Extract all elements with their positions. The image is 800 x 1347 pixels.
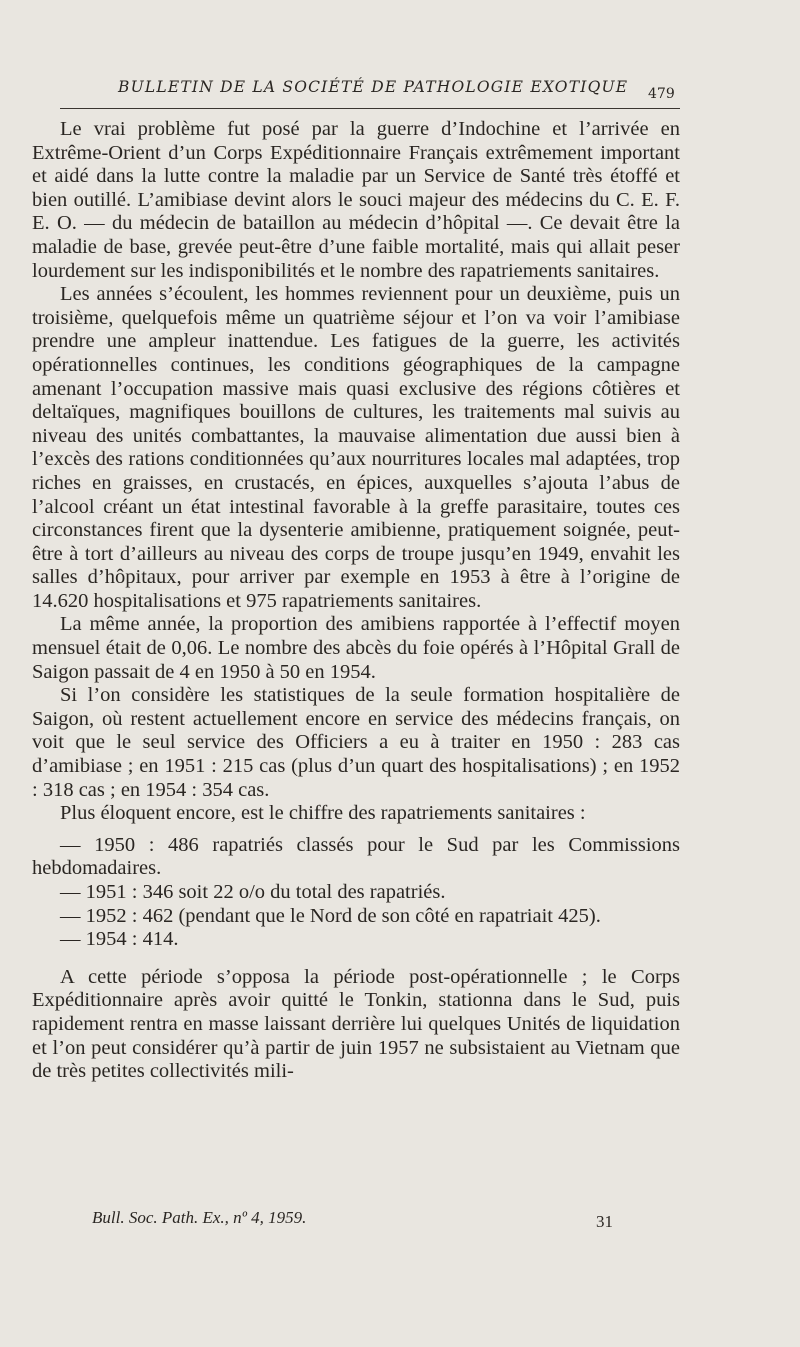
paragraph-2: Les années s’écoulent, les hommes reviennent pour un deuxième, puis un troisième, quelquefois même un quatrième séjour et l’on va voir l’amibiase prendre une ampleur inattendue. Les fatigues de la guerre, les activités opérationnelles continues, les conditions géographiques de la campagne amenant l’occupation massive mais quasi exclusive des régions côtières et deltaïques, magnifiques bouillons de cultures, les traitements mal suivis au niveau des unités combattantes, la mauvaise alimentation due aussi bien à l’excès des rations conditionnées qu’aux nourritures locales mal adaptées, trop riches en graisses, en crustacés, en épices, auxquelles s’ajouta l’abus de l’alcool créant un état intestinal favorable à la greffe parasitaire, toutes ces circonstances firent que la dysenterie amibienne, pratiquement soignée, peut-être à tort d’ailleurs au niveau des corps de troupe jusqu’en 1949, envahit les salles d’hôpitaux, pour arriver par exemple en 1953 à être à l’origine de 14.620 hospitalisations et 975 rapatriements sanitaires.: [32, 283, 680, 612]
sheet-number: 31: [596, 1212, 613, 1231]
header-rule: [60, 108, 680, 109]
paragraph-6: A cette période s’opposa la période post-opérationnelle ; le Corps Expéditionnaire après avoir quitté le Tonkin, stationna dans le Sud, puis rapidement rentra en masse laissant derrière lui quelques Unités de liquidation et l’on peut considérer qu’à partir de juin 1957 ne subsistaient au Vietnam que de très petites collectivités mili-: [32, 965, 680, 1083]
article-body: [32, 118, 680, 1084]
paragraph-4: Si l’on considère les statistiques de la seule formation hospitalière de Saigon, où restent actuellement encore en service des médecins français, on voit que le seul service des Officiers a eu à traiter en 1950 : 283 cas d’amibiase ; en 1951 : 215 cas (plus d’un quart des hospitalisations) ; en 1952 : 318 cas ; en 1954 : 354 cas.: [32, 684, 680, 801]
list-item: — 1952 : 462 (pendant que le Nord de son côté en rapatriait 425).: [60, 904, 601, 927]
journal-title: BULLETIN DE LA SOCIÉTÉ DE PATHOLOGIE EXOTIQUE: [118, 78, 629, 96]
list-item: — 1954 : 414.: [60, 928, 179, 951]
list-item: — 1950 : 486 rapatriés classés pour le Sud par les Commissions hebdomadaires.: [32, 833, 680, 880]
paragraph-1: Le vrai problème fut posé par la guerre d’Indochine et l’arrivée en Extrême-Orient d’un Corps Expéditionnaire Français extrêmement important et aidé dans la lutte contre la maladie par un Service de Santé très étoffé et bien outillé. L’amibiase devint alors le souci majeur des médecins du C. E. F. E. O. — du médecin de bataillon au médecin d’hôpital —. Ce devait être la maladie de base, grevée peut-être d’une faible mortalité, mais qui allait peser lourdement sur les indisponibilités et le nombre des rapatriements sanitaires.: [32, 118, 680, 282]
spacer: [32, 952, 680, 966]
paragraph-3: La même année, la proportion des amibiens rapportée à l’effectif moyen mensuel était de 0,06. Le nombre des abcès du foie opérés à l’Hôpital Grall de Saigon passait de 4 en 1950 à 50 en 1954.: [32, 613, 680, 683]
list-item: — 1951 : 346 soit 22 o/o du total des rapatriés.: [60, 881, 446, 903]
page-number: 479: [648, 86, 675, 102]
repatriation-list: [32, 834, 680, 952]
footer-citation: Bull. Soc. Path. Ex., nº 4, 1959.: [92, 1208, 307, 1227]
paragraph-5: Plus éloquent encore, est le chiffre des rapatriements sanitaires :: [60, 802, 586, 825]
